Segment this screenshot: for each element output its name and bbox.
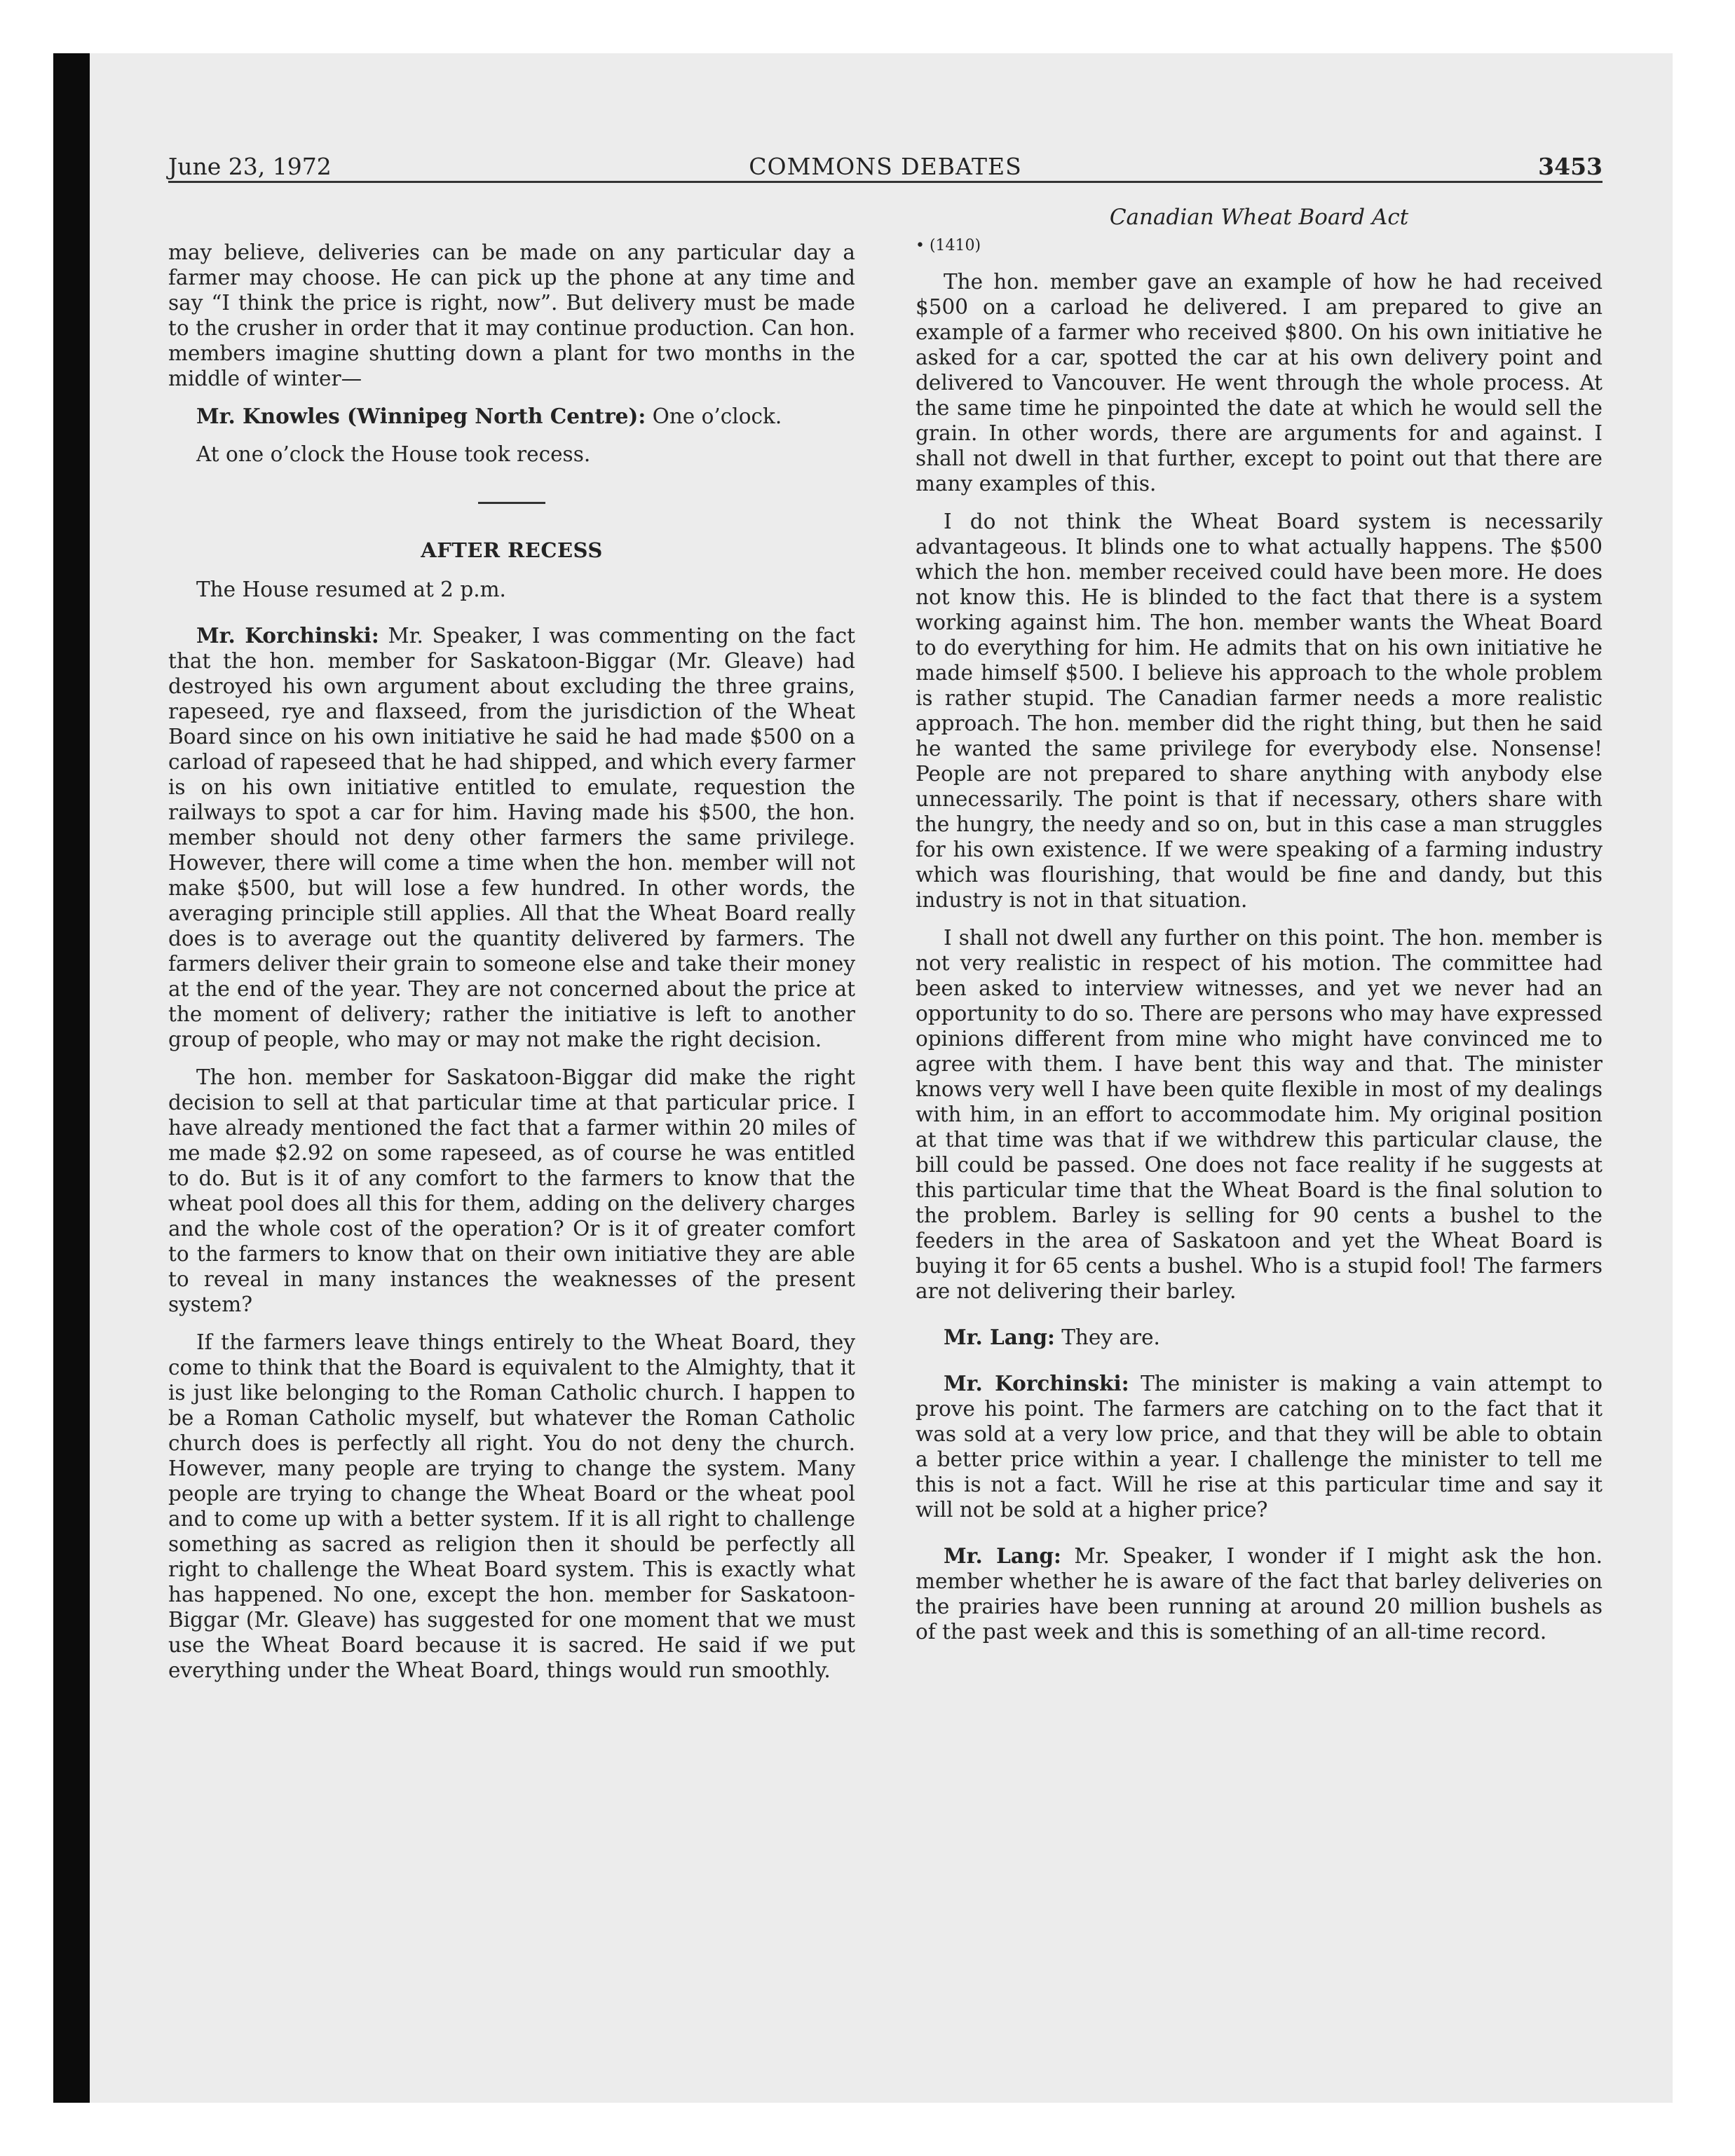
section-divider	[478, 502, 545, 504]
speaker-name: Mr. Lang:	[944, 1543, 1061, 1568]
speech-text: Mr. Speaker, I was commenting on the fact that the hon. member for Saskatoon-Biggar (Mr. Gleave) had destroyed his own argument about excluding the three grains, rapeseed, rye and flaxseed, from the jurisdiction of the Wheat Board since on his own initiative he said he had made $500 on a carload of rapeseed that he had shipped, and which every farmer is on his own initiative entitled to emulate, requestion the railways to spot a car for him. Having made his $500, the hon. member should not deny other farmers the same privilege. However, there will come a time when the hon. member will not make $500, but will lose a few hundred. In other words, the averaging principle still applies. All that the Wheat Board really does is to average out the quantity delivered by farmers. The farmers deliver their grain to someone else and take their money at the end of the year. They are not concerned about the price at the moment of delivery; rather the initiative is left to another group of people, who may or may not make the right decision.	[168, 624, 855, 1051]
page-header	[168, 147, 1603, 183]
speech-paragraph	[168, 623, 855, 1052]
speaker-name: Mr. Korchinski:	[944, 1371, 1129, 1396]
speech-text: The minister is making a vain attempt to prove his point. The farmers are catching on to the fact that it was sold at a very low price, and that they will be able to obtain a better price within a year. I challenge the minister to tell me this is not a fact. Will he rise at this particular time and say it will not be sold at a higher price?	[916, 1372, 1603, 1522]
speaker-name: Mr. Knowles (Winnipeg North Centre):	[196, 404, 646, 428]
speech-text: One o’clock.	[646, 404, 782, 428]
right-column	[916, 203, 1603, 1657]
paragraph: The House resumed at 2 p.m.	[196, 578, 506, 601]
header-page-number: 3453	[1538, 153, 1603, 180]
speech-text: They are.	[1054, 1325, 1160, 1349]
speech-paragraph	[916, 1543, 1603, 1644]
section-heading: AFTER RECESS	[421, 538, 603, 562]
speech-paragraph	[916, 1325, 1603, 1350]
paragraph: I do not think the Wheat Board system is necessarily advantageous. It blinds one to what actually happens. The $500 which the hon. member received could have been more. He does not know this. He is blinded to the fact that there is a system working against him. The hon. member wants the Wheat Board to do everything for him. He admits that on his own initiative he made himself $500. I believe his approach to the whole problem is rather stupid. The Canadian farmer needs a more realistic approach. The hon. member did the right thing, but then he said he wanted the same privilege for everybody else. Nonsense! People are not prepared to share anything with anybody else unnecessarily. The point is that if necessary, others share with the hungry, the needy and so on, but in this case a man struggles for his own existence. If we were speaking of a farming industry which was flourishing, that would be fine and dandy, but this industry is not in that situation.	[916, 510, 1603, 912]
hansard-page	[168, 147, 1603, 1682]
paragraph: At one o’clock the House took recess.	[196, 442, 591, 466]
speaker-name: Mr. Lang:	[944, 1325, 1055, 1349]
running-title: Canadian Wheat Board Act	[1109, 205, 1409, 230]
speech-text: Mr. Speaker, I wonder if I might ask the hon. member whether he is aware of the fact that barley deliveries on the prairies have been running at around 20 million bushels as of the past week and this is something of an all-time record.	[916, 1544, 1603, 1644]
time-marker: • (1410)	[916, 237, 981, 254]
speech-paragraph	[916, 1371, 1603, 1522]
paragraph: If the farmers leave things entirely to the Wheat Board, they come to think that the Board is equivalent to the Almighty, that it is just like belonging to the Roman Catholic church. I happen to be a Roman Catholic myself, but whatever the Roman Catholic church does is perfectly all right. You do not deny the church. However, many people are trying to change the system. Many people are trying to change the Wheat Board or the wheat pool and to come up with a better system. If it is all right to challenge something as sacred as religion then it should be perfectly all right to challenge the Wheat Board system. This is exactly what has happened. No one, except the hon. member for Saskatoon-Biggar (Mr. Gleave) has suggested for one moment that we must use the Wheat Board because it is sacred. He said if we put everything under the Wheat Board, things would run smoothly.	[168, 1330, 855, 1682]
paragraph: I shall not dwell any further on this point. The hon. member is not very realistic in respect of his motion. The committee had been asked to interview witnesses, and yet we never had an opportunity to do so. There are persons who may have expressed opinions different from mine who might have convinced me to agree with them. I have bent this way and that. The minister knows very well I have been quite flexible in most of my dealings with him, in an effort to accommodate him. My original position at that time was that if we withdrew this particular clause, the bill could be passed. One does not face reality if he suggests at this particular time that the Wheat Board is the final solution to the problem. Barley is selling for 90 cents a bushel to the feeders in the area of Saskatoon and yet the Wheat Board is buying it for 65 cents a bushel. Who is a stupid fool! The farmers are not delivering their barley.	[916, 926, 1603, 1303]
paragraph: The hon. member gave an example of how he had received $500 on a carload he delivered. I am prepared to give an example of a farmer who received $800. On his own initiative he asked for a car, spotted the car at his own delivery point and delivered to Vancouver. He went through the whole process. At the same time he pinpointed the date at which he would sell the grain. In other words, there are arguments for and against. I shall not dwell in that further, except to point out that there are many examples of this.	[916, 270, 1603, 496]
header-date: June 23, 1972	[168, 153, 332, 180]
header-title: COMMONS DEBATES	[749, 153, 1022, 180]
speaker-name: Mr. Korchinski:	[196, 623, 379, 648]
paragraph: may believe, deliveries can be made on any particular day a farmer may choose. He can pick up the phone at any time and say “I think the price is right, now”. But delivery must be made to the crusher in order that it may continue production. Can hon. members imagine shutting down a plant for two months in the middle of winter—	[168, 240, 855, 390]
left-column	[168, 240, 855, 1696]
paragraph: The hon. member for Saskatoon-Biggar did make the right decision to sell at that particular time at that particular price. I have already mentioned the fact that a farmer within 20 miles of me made $2.92 on some rapeseed, as of course he was entitled to do. But is it of any comfort to the farmers to know that the wheat pool does all this for them, adding on the delivery charges and the whole cost of the operation? Or is it of greater comfort to the farmers to know that on their own initiative they are able to reveal in many instances the weaknesses of the present system?	[168, 1065, 855, 1316]
speech-paragraph	[168, 404, 855, 429]
scan-edge-bar	[53, 53, 90, 2103]
